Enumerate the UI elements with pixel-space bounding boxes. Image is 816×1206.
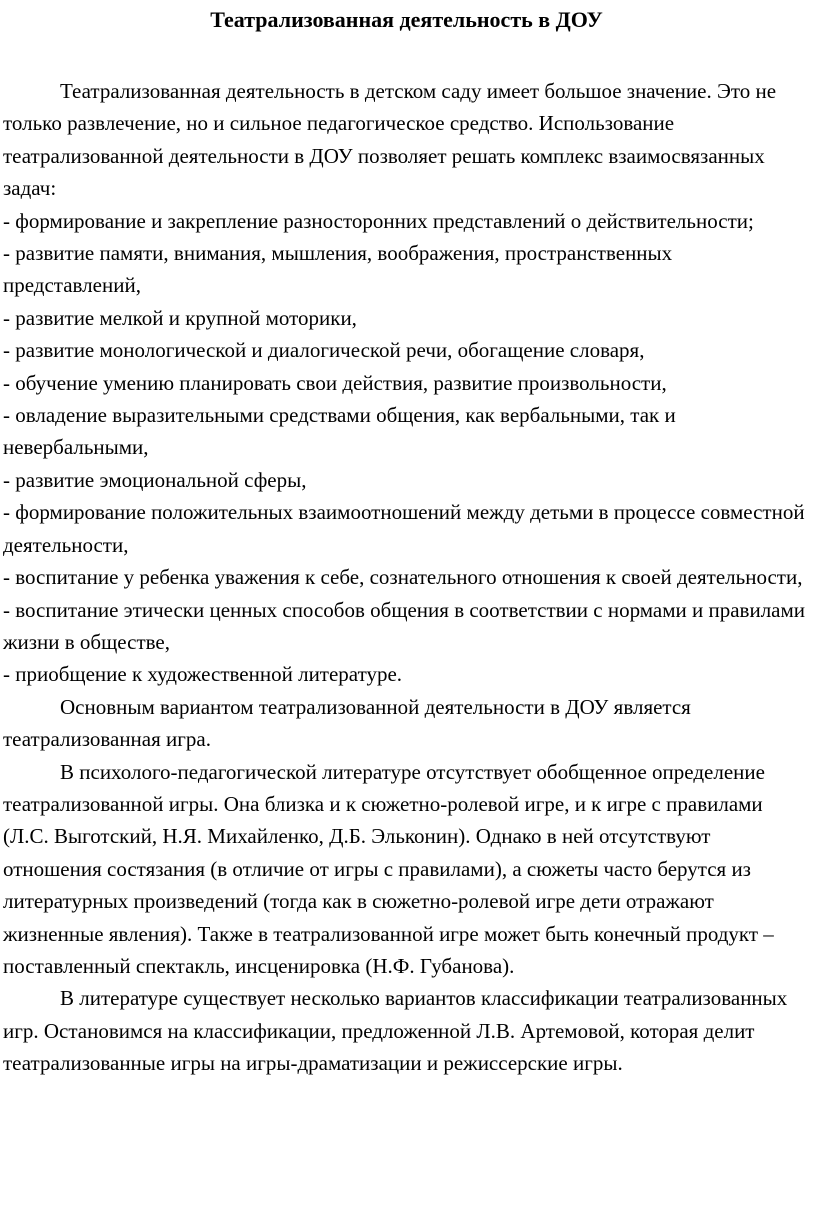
task-item: - развитие монологической и диалогической речи, обогащение словаря,	[3, 338, 645, 363]
title-spacer	[3, 35, 810, 75]
intro-paragraph: Театрализованная деятельность в детском саду имеет большое значение. Это не только развлечение, но и сильное педагогическое средство. Использование театрализованной деятельности в ДОУ позволяет решать комплекс взаимосвязанных задач:	[3, 79, 777, 201]
task-item: - развитие памяти, внимания, мышления, воображения, пространственных представлений,	[3, 241, 673, 298]
task-item: - овладение выразительными средствами общения, как вербальными, так и невербальными,	[3, 403, 676, 460]
paragraph-main-variant: Основным вариантом театрализованной деятельности в ДОУ является театрализованная игра.	[3, 694, 691, 752]
task-item: - воспитание этически ценных способов общения в соответствии с нормами и правилами жизни в обществе,	[3, 597, 806, 654]
task-item: - развитие мелкой и крупной моторики,	[3, 305, 357, 330]
task-item: - формирование положительных взаимоотношений между детьми в процессе совместной деятельности,	[3, 500, 805, 557]
task-item: - приобщение к художественной литературе.	[3, 662, 403, 687]
task-item: - обучение умению планировать свои действия, развитие произвольности,	[3, 370, 667, 395]
tasks-list	[3, 205, 810, 691]
task-item: - воспитание у ребенка уважения к себе, сознательного отношения к своей деятельности,	[3, 565, 803, 590]
task-item: - развитие эмоциональной сферы,	[3, 467, 307, 492]
paragraph-definition: В психолого-педагогической литературе отсутствует обобщенное определение театрализованной игры. Она близка и к сюжетно-ролевой игре, и к игре с правилами (Л.С. Выготский, Н.Я. Михайленко, Д.Б. Эльконин). Однако в ней отсутствуют отношения состязания (в отличие от игры с правилами), а сюжеты часто берутся из литературных произведений (тогда как в сюжетно-ролевой игре дети отражают жизненные явления). Также в театрализованной игре может быть конечный продукт – поставленный спектакль, инсценировка (Н.Ф. Губанова).	[3, 759, 774, 978]
paragraph-classification: В литературе существует несколько вариантов классификации театрализованных игр. Остановимся на классификации, предложенной Л.В. Артемовой, которая делит театрализованные игры на игры-драматизации и режиссерские игры.	[3, 986, 788, 1076]
document-title: Театрализованная деятельность в ДОУ	[210, 7, 603, 32]
task-item: - формирование и закрепление разносторонних представлений о действительности;	[3, 208, 754, 233]
